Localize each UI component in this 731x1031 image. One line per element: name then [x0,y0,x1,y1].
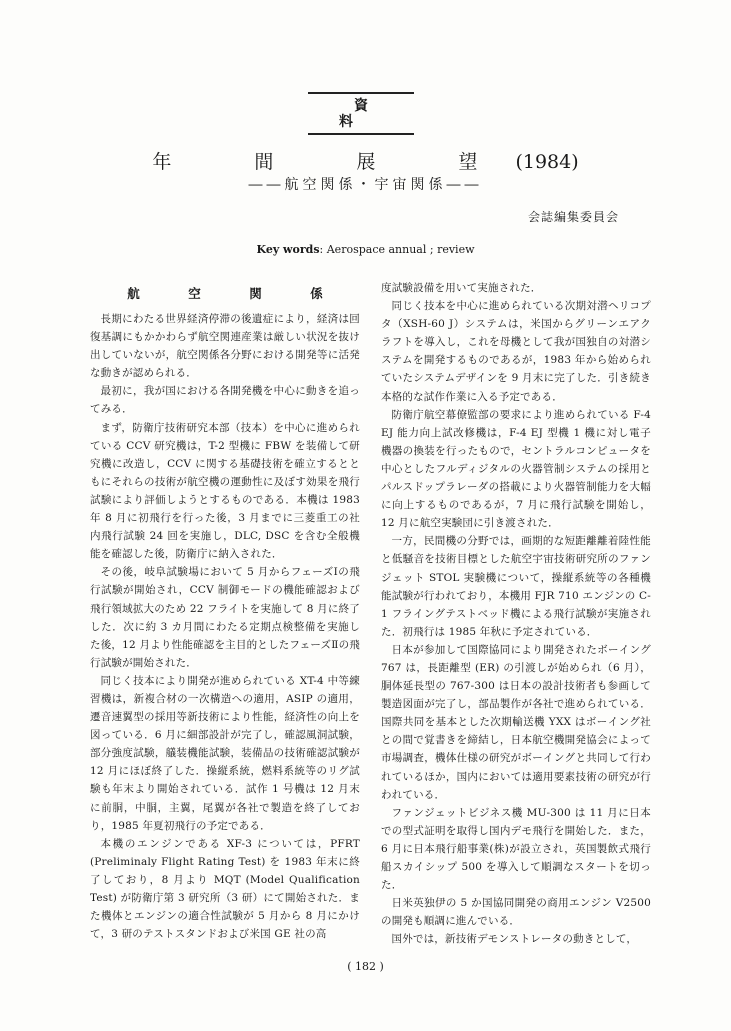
paragraph: 度試験設備を用いて実施された． [381,282,542,294]
paragraph: 同じく技本により開発が進められている XT-4 中等練習機は，新複合材の一次構造への適用，ASIP の適用，遷音速翼型の採用等新技術により性能，経済性の向上を図っている．6 月に細部設計が完了し，確認風洞試験，部分強度試験，艤装機能試験，装備品の技術確認試験が 12 月にほぼ終了した．操縦系統，燃料系統等のリグ試験も年末より開始されている．試作 1 号機は 12 月末に前胴，中胴，主翼，尾翼が各社で製造を終了しており，1985 年夏初飛行の予定である． [90,674,360,832]
paragraph: 一方，民間機の分野では，画期的な短距離離着陸性能と低騒音を技術目標とした航空宇宙技術研究所のファンジェット STOL 実験機について，操縦系統等の各種機能試験が行われており，本機用 FJR 710 エンジンの C-1 フライングテストベッド機による飛行試験が実施された．初飛行は 1985 年秋に予定されている． [381,535,651,638]
paragraph: 長期にわたる世界経済停滞の後遺症により，経済は回復基調にもかかわらず航空関連産業は厳しい状況を抜け出していないが，航空関係各分野における開発等に活発な動きが認められる． [90,313,360,380]
paragraph: 日米英独伊の 5 か国協同開発の商用エンジン V2500 の開発も順調に進んでいる． [381,897,651,928]
article-title-jp: 年 間 展 望 [152,151,510,173]
page-number: ( 182 ) [347,960,384,973]
keywords-label: Key words [256,243,320,256]
paragraph: 日本が参加して国際協同により開発されたボーイング 767 は，長距離型 (ER) の引渡しが始められ（6 月），胴体延長型の 767-300 は日本の設計技術者も参画して製造図面が完了し，部品製作が各社で進められている．国際共同を基本とした次期輸送機 YXX はボーイング社との間で覚書きを締結し，日本航空機開発協会によって市場調査，機体仕様の研究がボーイングと共同して行われているほか，国内においては適用要素技術の研究が行われている． [381,643,651,801]
right-column [381,279,651,948]
article-title [0,150,731,174]
paragraph: 最初に，我が国における各開発機を中心に動きを追ってみる． [90,385,360,416]
article-author: 会誌編集委員会 [527,210,619,224]
paragraph: 防衛庁航空幕僚監部の要求により進められている F-4 EJ 能力向上試改修機は，F-4 EJ 型機 1 機に対し電子機器の換装を行ったもので，セントラルコンピュータを中心としたフルディジタルの火器管制システムの採用とパルスドップラレーダの搭載により火器管制能力を大幅に向上するものであるが，7 月に飛行試験を開始し，12 月に航空実験団に引き渡された． [381,408,651,530]
paragraph: 本機のエンジンである XF-3 については，PFRT (Preliminaly Flight Rating Test) を 1983 年末に終了しており，8 月より MQT (Model Qualification Test) が防衛庁第 3 研究所（3 研）にて開始された．また機体とエンジンの適合性試験が 5 月から 8 月にかけて，3 研のテストスタンドおよび米国 GE 社の高 [90,837,360,941]
section-heading: 航 空 関 係 [127,286,341,301]
left-column [90,279,360,943]
article-subtitle: ――航空関係・宇宙関係―― [248,177,483,193]
keywords-line [0,243,731,257]
section-label: 資 料 [308,92,414,135]
article-title-year: (1984) [515,151,579,173]
paragraph: 同じく技本を中心に進められている次期対潜ヘリコプタ（XSH-60 J）システムは，米国からグリーンエアクラフトを導入し，これを母機として我が国独自の対潜システムを開発するものであるが，1983 年から始められていたシステムデザインを 9 月末に完了した．引き続き本格的な試作作業に入る予定である． [381,300,651,403]
paragraph: ファンジェットビジネス機 MU-300 は 11 月に日本での型式証明を取得し国内デモ飛行を開始した．また，6 月に日本飛行船事業(株)が設立され，英国製飲式飛行船スカイシップ 500 を導入して順調なスタートを切った． [381,806,651,892]
paragraph: まず，防衛庁技術研究本部（技本）を中心に進められている CCV 研究機は，T-2 型機に FBW を装備して研究機に改造し，CCV に関する基礎技術を確立するとともにそれらの技術が航空機の運動性に及ぼす効果を飛行試験により評価しようとするものである．本機は 1983 年 8 月に初飛行を行った後，3 月までに三菱重工の社内飛行試験 24 回を実施し，DLC, DSC を含む全般機能を確認した後，防衛庁に納入された． [90,421,360,561]
paragraph: 国外では，新技術デモンストレータの動きとして， [391,933,638,946]
keywords-text: : Aerospace annual ; review [319,243,475,256]
paragraph: その後，岐阜試験場において 5 月からフェーズⅠの飛行試験が開始され，CCV 制御モードの機能確認および飛行領域拡大のため 22 フライトを実施して 8 月に終了した．次に約 3 カ月間にわたる定期点検整備を実施した後，12 月より性能確認を主目的としたフェーズⅡの飛行試験が開始された． [90,566,360,669]
